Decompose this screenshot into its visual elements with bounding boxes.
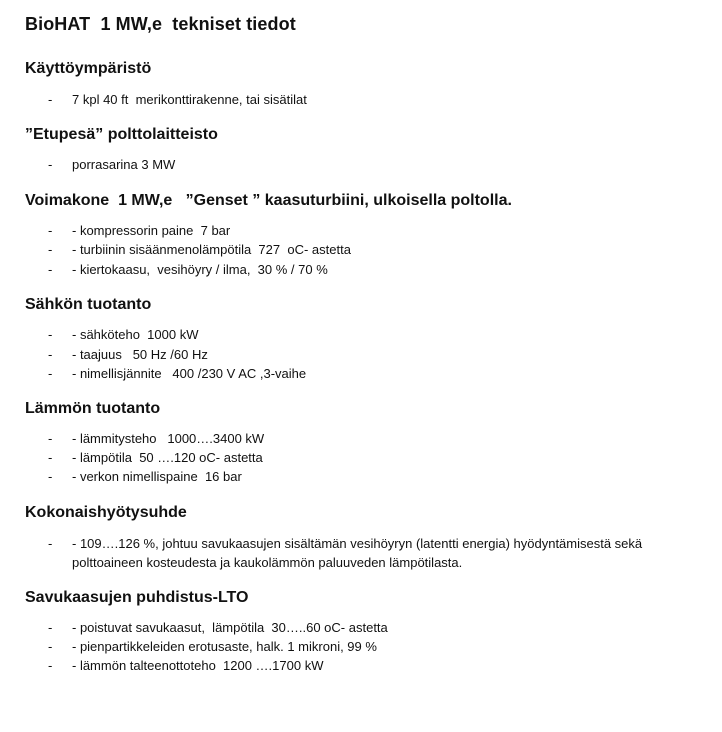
bullet-dash: - xyxy=(48,639,53,654)
section-heading-savukaasujen-puhdistus: Savukaasujen puhdistus-LTO xyxy=(25,589,249,606)
list-item-text: - lämpötila 50 ….120 oC- astetta xyxy=(72,450,263,465)
bullet-dash: - xyxy=(48,469,53,484)
bullet-dash: - xyxy=(48,262,53,277)
bullet-dash: - xyxy=(48,157,53,172)
bullet-dash: - xyxy=(48,92,53,107)
bullet-dash: - xyxy=(48,223,53,238)
bullet-dash: - xyxy=(48,658,53,673)
bullet-dash: - xyxy=(48,366,53,381)
list-item xyxy=(0,155,176,231)
section-heading-kayttoymparisto: Käyttöympäristö xyxy=(25,60,152,77)
section-heading-kokonaishyotysuhde: Kokonaishyötysuhde xyxy=(25,504,187,521)
list-item-text: porrasarina 3 MW xyxy=(72,157,176,172)
list-item-text: - pienpartikkeleiden erotusaste, halk. 1 mikroni, 99 % xyxy=(72,639,377,654)
list-item-text: - lämmitysteho 1000….3400 kW xyxy=(72,431,265,446)
list-item-text: - kompressorin paine 7 bar xyxy=(72,223,231,238)
bullet-dash: - xyxy=(48,620,53,635)
list-item-text: - turbiinin sisäänmenolämpötila 727 oC- astetta xyxy=(72,242,351,257)
bullet-dash: - xyxy=(48,327,53,342)
list-item-text: - lämmön talteenottoteho 1200 ….1700 kW xyxy=(72,658,324,673)
section-heading-voimakone: Voimakone 1 MW,e ”Genset ” kaasuturbiini, ulkoisella poltolla. xyxy=(25,192,512,209)
section-heading-etupesa: ”Etupesä” polttolaitteisto xyxy=(25,126,218,143)
list-item-text: - kiertokaasu, vesihöyry / ilma, 30 % / 70 % xyxy=(72,262,328,277)
list-item-text: - poistuvat savukaasut, lämpötila 30…..60 oC- astetta xyxy=(72,620,388,635)
document-title: BioHAT 1 MW,e tekniset tiedot xyxy=(25,14,296,34)
list-item-text: - nimellisjännite 400 /230 V AC ,3-vaihe xyxy=(72,366,307,381)
list-item-text: - 109….126 %, johtuu savukaasujen sisältämän vesihöyryn (latentti energia) hyödyntämisestä sekä polttoaineen kosteudesta ja kaukolämmön paluuveden lämpötilasta. xyxy=(72,536,643,570)
list-item xyxy=(0,656,324,732)
list-item-text: - verkon nimellispaine 16 bar xyxy=(72,469,242,484)
bullet-dash: - xyxy=(48,450,53,465)
section-heading-lammon-tuotanto: Lämmön tuotanto xyxy=(25,400,161,417)
bullet-dash: - xyxy=(48,536,53,551)
list-item-text: 7 kpl 40 ft merikonttirakenne, tai sisätilat xyxy=(72,92,307,107)
bullet-dash: - xyxy=(48,431,53,446)
list-item-text: - sähköteho 1000 kW xyxy=(72,327,199,342)
list-item-text: - taajuus 50 Hz /60 Hz xyxy=(72,347,208,362)
section-heading-sahkon-tuotanto: Sähkön tuotanto xyxy=(25,296,152,313)
bullet-dash: - xyxy=(48,347,53,362)
bullet-dash: - xyxy=(48,242,53,257)
